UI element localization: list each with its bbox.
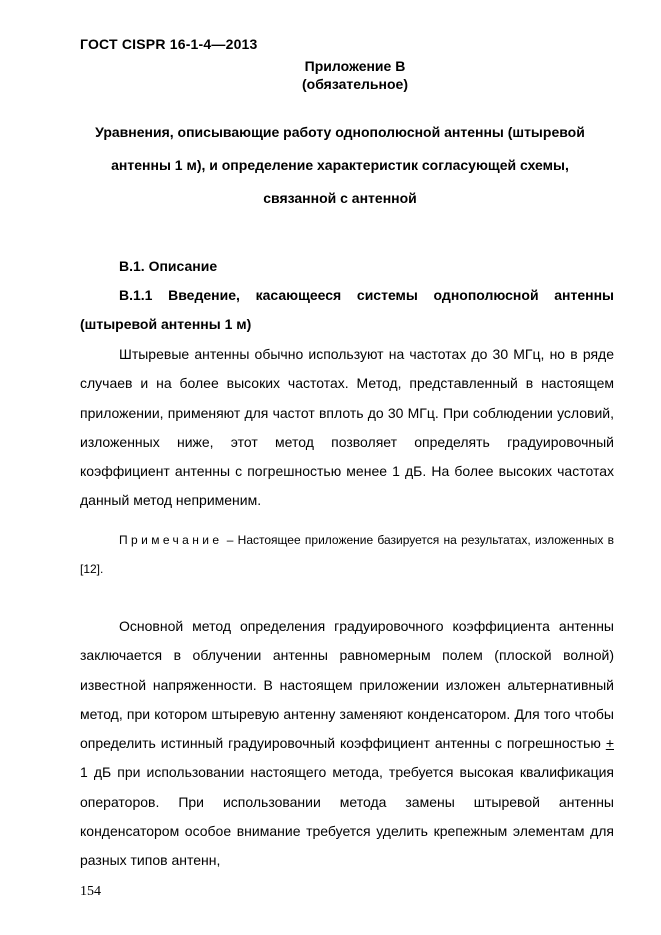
note-block bbox=[80, 526, 614, 584]
paragraph-intro: Штыревые антенны обычно используют на частотах до 30 МГц, но в ряде случаев и на более высоких частотах. Метод, представленный в настоящем приложении, применяют для частот вплоть до 30 МГц. При соблюдении условий, изложенных ниже, этот метод позволяет определять градуировочный коэффициент антенны с погрешностью менее 1 дБ. На более высоких частотах данный метод неприменим. bbox=[80, 346, 614, 509]
note-text: – Настоящее приложение базируется на результатах, изложенных в [12]. bbox=[80, 533, 614, 576]
plus-minus-sign: + bbox=[605, 735, 614, 752]
annex-title-line-1: Уравнения, описывающие работу однополюсной антенны (штыревой bbox=[95, 124, 585, 140]
annex-title-line-3: связанной с антенной bbox=[263, 190, 417, 206]
page-number: 154 bbox=[80, 884, 101, 899]
section-b11-heading: В.1.1 Введение, касающееся системы однополюсной антенны (штыревой антенны 1 м) bbox=[80, 287, 614, 333]
note-label: Примечание bbox=[119, 533, 223, 547]
paragraph-method-text-b: 1 дБ при использовании настоящего метода, требуется высокая квалификация операторов. При использовании метода замены штыревой антенны конденсатором особое внимание требуется уделить крепежным элементам для разных типов антенн, bbox=[80, 764, 614, 869]
paragraph-method-text-a: Основной метод определения градуировочного коэффициента антенны заключается в облучении антенны равномерным полем (плоской волной) известной напряженности. В настоящем приложении изложен альтернативный метод, при котором штыревую антенну заменяют конденсатором. Для того чтобы определить истинный градуировочный коэффициент антенны с погрешностью bbox=[80, 618, 614, 752]
paragraph-method bbox=[80, 612, 614, 876]
annex-status: (обязательное) bbox=[301, 76, 408, 92]
annex-label: Приложение В bbox=[304, 58, 406, 74]
section-b1-heading: В.1. Описание bbox=[119, 258, 218, 274]
standard-designation: ГОСТ CISPR 16-1-4—2013 bbox=[80, 36, 258, 52]
annex-title-line-2: антенны 1 м), и определение характеристик согласующей схемы, bbox=[111, 157, 569, 173]
